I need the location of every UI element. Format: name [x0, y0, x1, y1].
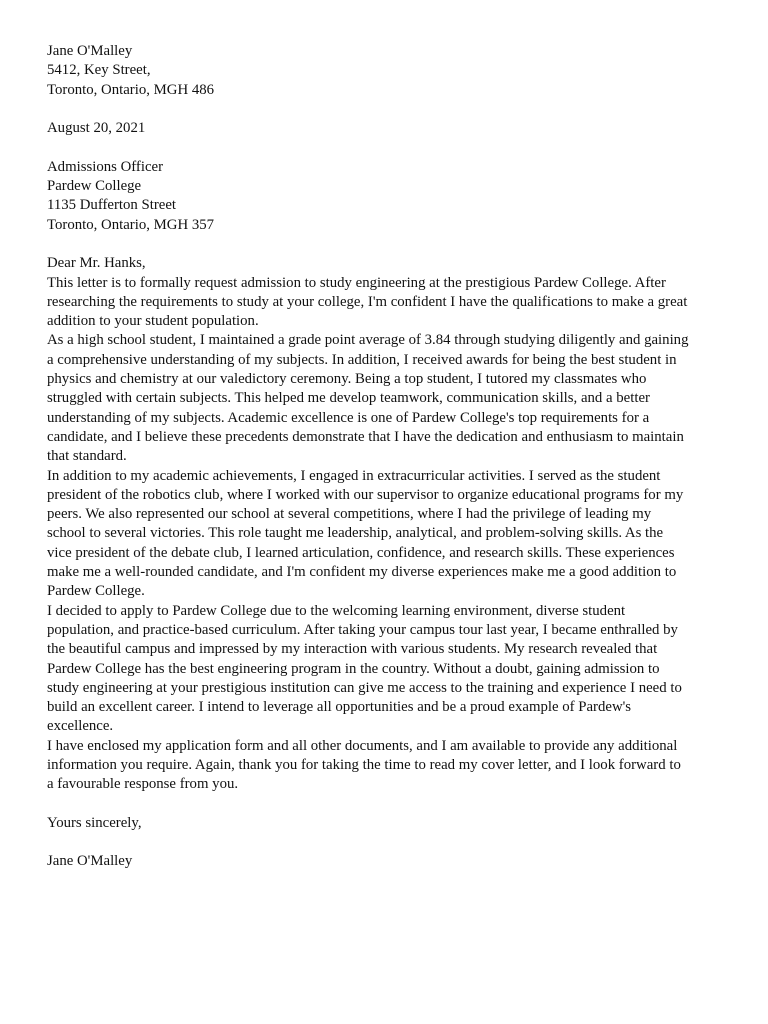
paragraph-line: school to several victories. This role taught me leadership, analytical, and problem-solving skills. As the: [47, 525, 664, 542]
paragraph-line: addition to your student population.: [47, 313, 259, 330]
paragraph-line: population, and practice-based curriculum. After taking your campus tour last year, I became enthralled by: [47, 621, 678, 638]
date-text: August 20, 2021: [47, 120, 146, 137]
paragraph-line: researching the requirements to study at your college, I'm confident I have the qualifications to make a great: [47, 293, 688, 310]
paragraph-line: make me a well-rounded candidate, and I'm confident my diverse experiences make me a good addition to: [47, 564, 677, 581]
signature: [47, 852, 723, 871]
body-paragraph-1: [47, 274, 723, 332]
paragraph-line: peers. We also represented our school at several competitions, where I had the privilege of leading my: [47, 506, 652, 523]
paragraph-line: excellence.: [47, 718, 114, 735]
body-paragraph-2: [47, 331, 723, 466]
paragraph-line: This letter is to formally request admission to study engineering at the prestigious Pardew College. After: [47, 274, 666, 291]
paragraph-line: physics and chemistry at our valedictory ceremony. Being a top student, I tutored my classmates who: [47, 371, 647, 388]
recipient-street: 1135 Dufferton Street: [47, 197, 177, 214]
salutation-text: Dear Mr. Hanks,: [47, 255, 146, 272]
sender-name: Jane O'Malley: [47, 43, 133, 59]
body-paragraph-5: [47, 737, 723, 795]
recipient-title: Admissions Officer: [47, 158, 164, 175]
recipient-organization: Pardew College: [47, 178, 142, 195]
paragraph-line: study engineering at your prestigious institution can give me access to the training and experience I need to: [47, 679, 682, 696]
paragraph-line: Pardew College has the best engineering program in the country. Without a doubt, gaining admission to: [47, 660, 660, 677]
paragraph-line: I decided to apply to Pardew College due to the welcoming learning environment, diverse student: [47, 602, 626, 619]
paragraph-line: As a high school student, I maintained a grade point average of 3.84 through studying diligently and gaining: [47, 332, 689, 349]
paragraph-line: Pardew College.: [47, 583, 145, 600]
paragraph-line: I have enclosed my application form and all other documents, and I am available to provide any additional: [47, 737, 678, 754]
sender-address: [47, 42, 723, 100]
paragraph-line: In addition to my academic achievements, I engaged in extracurricular activities. I served as the student: [47, 467, 661, 484]
signature-name: Jane O'Malley: [47, 853, 133, 870]
paragraph-line: struggled with certain subjects. This helped me develop teamwork, communication skills, and a better: [47, 390, 650, 407]
paragraph-line: vice president of the debate club, I learned articulation, confidence, and research skills. These experiences: [47, 544, 675, 561]
paragraph-line: the beautiful campus and impressed by my interaction with various students. My research revealed that: [47, 641, 658, 658]
body-paragraph-4: [47, 602, 723, 737]
paragraph-line: a favourable response from you.: [47, 776, 239, 793]
body-paragraph-3: [47, 467, 723, 602]
paragraph-line: understanding of my subjects. Academic excellence is one of Pardew College's top requirements for a: [47, 409, 650, 426]
paragraph-line: that standard.: [47, 448, 127, 465]
paragraph-line: candidate, and I believe these precedents demonstrate that I have the dedication and enthusiasm to maintain: [47, 428, 684, 445]
salutation: [47, 254, 723, 273]
paragraph-line: information you require. Again, thank you for taking the time to read my cover letter, and I look forward to: [47, 756, 681, 773]
sender-city: Toronto, Ontario, MGH 486: [47, 81, 215, 98]
sender-street: 5412, Key Street,: [47, 62, 151, 79]
letter-date: [47, 119, 723, 138]
paragraph-line: president of the robotics club, where I worked with our supervisor to organize educational programs for my: [47, 486, 684, 503]
letter-page: [47, 42, 723, 872]
paragraph-line: build an excellent career. I intend to leverage all opportunities and be a proud example of Pardew's: [47, 699, 632, 716]
closing: [47, 814, 723, 833]
paragraph-line: a comprehensive understanding of my subjects. In addition, I received awards for being the best student in: [47, 351, 677, 368]
closing-text: Yours sincerely,: [47, 814, 142, 831]
recipient-address: [47, 158, 723, 235]
recipient-city: Toronto, Ontario, MGH 357: [47, 216, 215, 233]
